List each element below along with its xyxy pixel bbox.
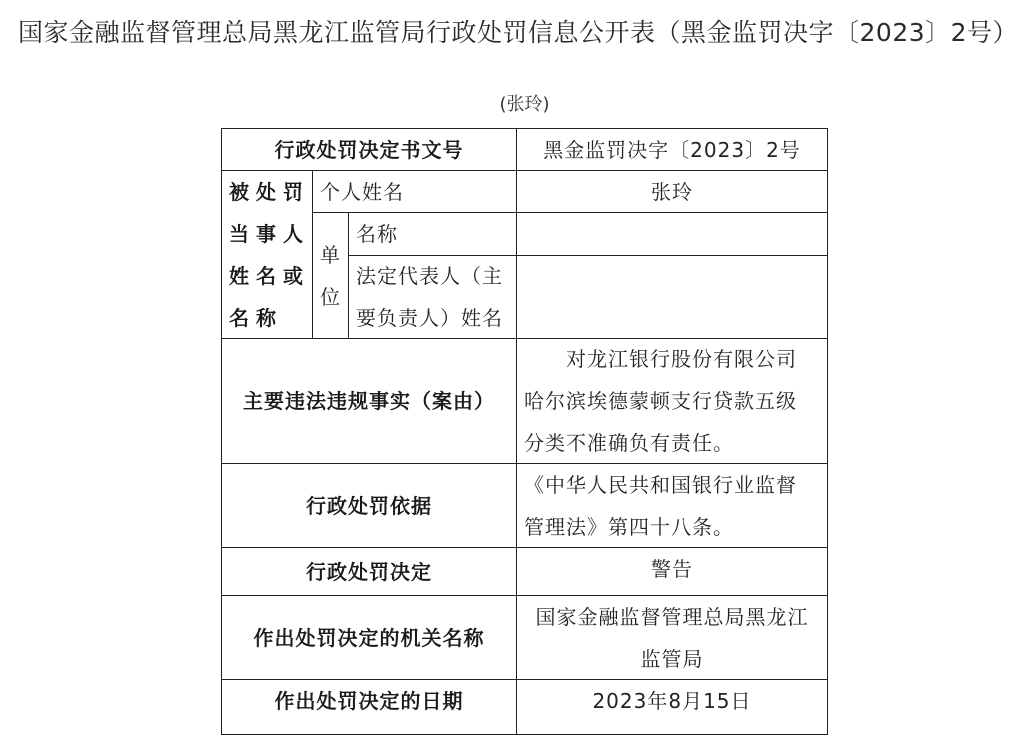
page-subtitle: (张玲) [499,94,550,115]
basis-value-line: 管理法》第四十八条。 [524,514,734,539]
decision-number-value: 黑金监罚决字〔2023〕2号 [517,129,827,170]
authority-value-line: 监管局 [640,646,704,671]
decision-number-label: 行政处罚决定书文号 [222,129,516,170]
penalty-info-table [221,128,828,735]
unit-name-value [517,213,827,255]
date-label: 作出处罚决定的日期 [222,680,516,734]
date-value: 2023年8月15日 [517,680,827,734]
facts-value-line: 对龙江银行股份有限公司 [566,347,797,371]
legal-rep-value [517,256,827,338]
page-title: 国家金融监督管理总局黑龙江监管局行政处罚信息公开表（黑金监罚决字〔2023〕2号） [18,18,1019,47]
facts-value-line: 分类不准确负有责任。 [524,431,734,455]
party-label [222,171,312,338]
basis-label: 行政处罚依据 [222,464,516,547]
authority-value [517,596,827,679]
legal-rep-label-line: 要负责人）姓名 [356,306,503,330]
party-label-line: 姓名或 [229,263,310,288]
basis-value-line: 《中华人民共和国银行业监督 [524,472,797,497]
party-label-line: 当事人 [229,221,310,246]
party-label-line: 名称 [229,305,283,330]
individual-name-label: 个人姓名 [313,171,516,212]
legal-rep-label-line: 法定代表人（主 [356,264,503,288]
legal-rep-label [349,256,516,338]
facts-value [517,339,827,463]
facts-value-line: 哈尔滨埃德蒙顿支行贷款五级 [524,389,797,413]
basis-value [517,464,827,547]
unit-name-label: 名称 [349,213,516,255]
unit-label-text: 单位 [320,242,341,309]
party-label-line: 被处罚 [229,179,310,204]
decision-label: 行政处罚决定 [222,548,516,595]
decision-value: 警告 [517,548,827,595]
authority-value-line: 国家金融监督管理总局黑龙江 [535,604,809,629]
unit-label [313,213,348,338]
individual-name-value: 张玲 [517,171,827,212]
authority-label: 作出处罚决定的机关名称 [222,596,516,679]
facts-label: 主要违法违规事实（案由） [222,339,516,463]
